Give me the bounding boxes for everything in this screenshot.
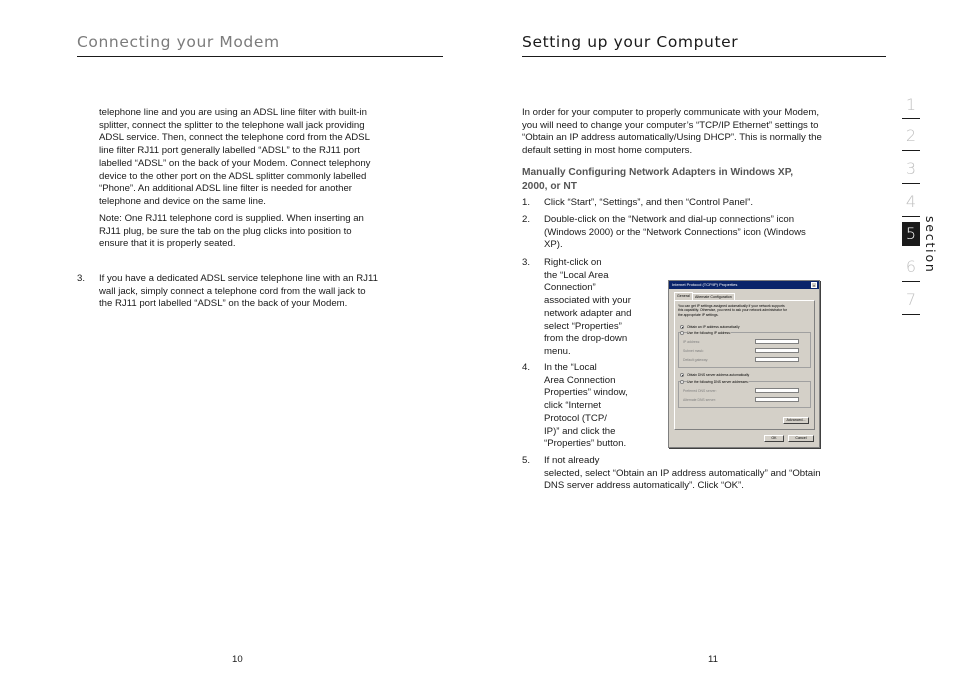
text-line: Click “Start”, “Settings”, and then “Control Panel”. [544,197,754,208]
section-tab-1[interactable]: 1 [905,95,917,114]
paragraph-note [99,213,439,251]
step-2 [544,214,884,252]
section-tab-3[interactable]: 3 [905,159,917,178]
text-line: line filter RJ11 port generally labelled “ADSL” to the RJ11 port [99,145,360,157]
text-line: “Phone”. An additional ADSL line filter is needed for another [99,183,352,195]
text-line: selected, select “Obtain an IP address automatically” and “Obtain [544,467,821,479]
text-line: Double-click on the “Network and dial-up connections” icon [544,214,795,225]
paragraph-splitter [99,107,439,209]
text-line: “Properties” button. [544,438,627,450]
text-line: menu. [544,345,571,357]
step-number: 2. [522,214,531,225]
radio-dns-auto [680,373,684,377]
text-line: associated with your [544,295,631,307]
close-icon: × [812,283,816,288]
cancel-button: Cancel [788,435,814,442]
subnet-mask-label: Subnet mask: [683,349,704,353]
radio-dns-manual-label: Use the following DNS server addresses: [687,380,749,384]
step-number: 5. [522,455,531,466]
radio-ip-manual [680,331,684,335]
text-line: the RJ11 port labelled “ADSL” on the back of your Modem. [99,298,348,310]
text-line: If not already [544,455,600,466]
text-line: “Obtain an IP address automatically/Using DHCP”. This is normally the [522,132,822,144]
step-number: 1. [522,197,531,208]
page-number-left: 10 [232,654,243,665]
tab-divider [902,314,920,315]
text-line: from the drop-down [544,333,628,345]
tab-divider [902,281,920,282]
subheading-manual-config [522,166,887,193]
text-line: Area Connection [544,374,616,386]
text-line: wall jack, simply connect a telephone cord from the wall jack to [99,285,366,297]
text-line: ensure that it is properly seated. [99,238,236,250]
tab-general: General [674,292,693,300]
dns-group [678,381,811,408]
ip-address-label: IP address: [683,340,701,344]
text-line: select “Properties” [544,320,622,332]
step-number: 4. [522,362,531,373]
text-line: If you have a dedicated ADSL service telephone line with an RJ11 [99,273,378,284]
list-item-3 [99,273,439,311]
section-label [924,216,940,278]
tab-divider [902,150,920,151]
section-tab-5-active[interactable]: 5 [902,222,920,246]
text-line: network adapter and [544,307,632,319]
default-gateway-label: Default gateway: [683,358,709,362]
section-tab-2[interactable]: 2 [905,126,917,145]
alternate-dns-label: Alternate DNS server: [683,398,716,402]
section-tab-6[interactable]: 6 [905,257,917,276]
text-line: you will need to change your computer’s “TCP/IP Ethernet” settings to [522,119,819,131]
text-line: splitter, connect the splitter to the telephone wall jack providing [99,119,365,131]
section-tab-7[interactable]: 7 [905,290,917,309]
advanced-button: Advanced... [783,417,809,424]
ok-button: OK [764,435,784,442]
text-line: RJ11 plug, be sure the tab on the plug clicks into position to [99,225,352,237]
text-line: labelled “ADSL” on the back of your Modem. Connect telephony [99,157,371,169]
dialog-panel [674,300,815,430]
tcpip-properties-dialog [668,280,820,448]
tab-divider [902,118,920,119]
step-5 [544,455,889,493]
text-line: In the “Local [544,362,597,373]
subnet-mask-field [755,348,799,353]
text-line: telephone line and you are using an ADSL line filter with built-in [99,107,367,118]
paragraph-intro [522,107,887,158]
text-line: device to the other port on the ADSL splitter commonly labelled [99,170,367,182]
preferred-dns-field [755,388,799,393]
radio-ip-auto [680,325,684,329]
alternate-dns-field [755,397,799,402]
description-line: You can get IP settings assigned automatically if your network supports [678,304,785,308]
step-3 [544,257,664,359]
text-line: Right-click on [544,257,602,268]
dialog-title: Internet Protocol (TCP/IP) Properties [669,281,819,289]
section-tab-4[interactable]: 4 [905,192,917,211]
text-line: default setting in most home computers. [522,145,693,157]
radio-ip-auto-label: Obtain an IP address automatically [687,325,740,329]
subheading-line: Manually Configuring Network Adapters in Windows XP, [522,167,794,178]
text-line: IP)” and click the [544,425,616,437]
list-number: 3. [77,273,86,284]
radio-dns-manual [680,380,684,384]
text-line: (Windows 2000) or the “Network Connections” icon (Windows [544,226,806,238]
text-line: Note: One RJ11 telephone cord is supplied. When inserting an [99,213,364,224]
page-header-right: Setting up your Computer [522,33,739,51]
header-rule-right [522,56,886,57]
section-label-text: section [923,216,938,274]
step-1 [544,197,884,210]
tab-alternate-configuration: Alternate Configuration [692,293,735,301]
description-line: this capability. Otherwise, you need to ask your network administrator for [678,308,787,313]
text-line: the “Local Area [544,269,609,281]
text-line: XP). [544,239,563,251]
radio-ip-manual-label: Use the following IP address: [687,331,731,335]
text-line: Connection” [544,282,596,294]
page-number-right: 11 [708,654,718,665]
dialog-description [678,304,787,317]
text-line: In order for your computer to properly communicate with your Modem, [522,107,819,118]
text-line: Protocol (TCP/ [544,412,607,424]
radio-dns-auto-label: Obtain DNS server address automatically [687,373,750,377]
step-4 [544,362,664,451]
header-rule-left [77,56,443,57]
tab-divider [902,183,920,184]
ip-address-field [755,339,799,344]
step-number: 3. [522,257,531,268]
text-line: DNS server address automatically”. Click “OK”. [544,480,744,492]
default-gateway-field [755,357,799,362]
text-line: ADSL service. Then, connect the telephone cord from the ADSL [99,132,370,144]
subheading-line: 2000, or NT [522,180,577,192]
page-header-left: Connecting your Modem [77,33,280,51]
preferred-dns-label: Preferred DNS server: [683,389,717,393]
text-line: Properties” window, [544,387,628,399]
text-line: click “Internet [544,400,602,412]
text-line: telephone and device on the same line. [99,195,266,207]
description-line: the appropriate IP settings. [678,312,719,317]
tab-divider [902,216,920,217]
